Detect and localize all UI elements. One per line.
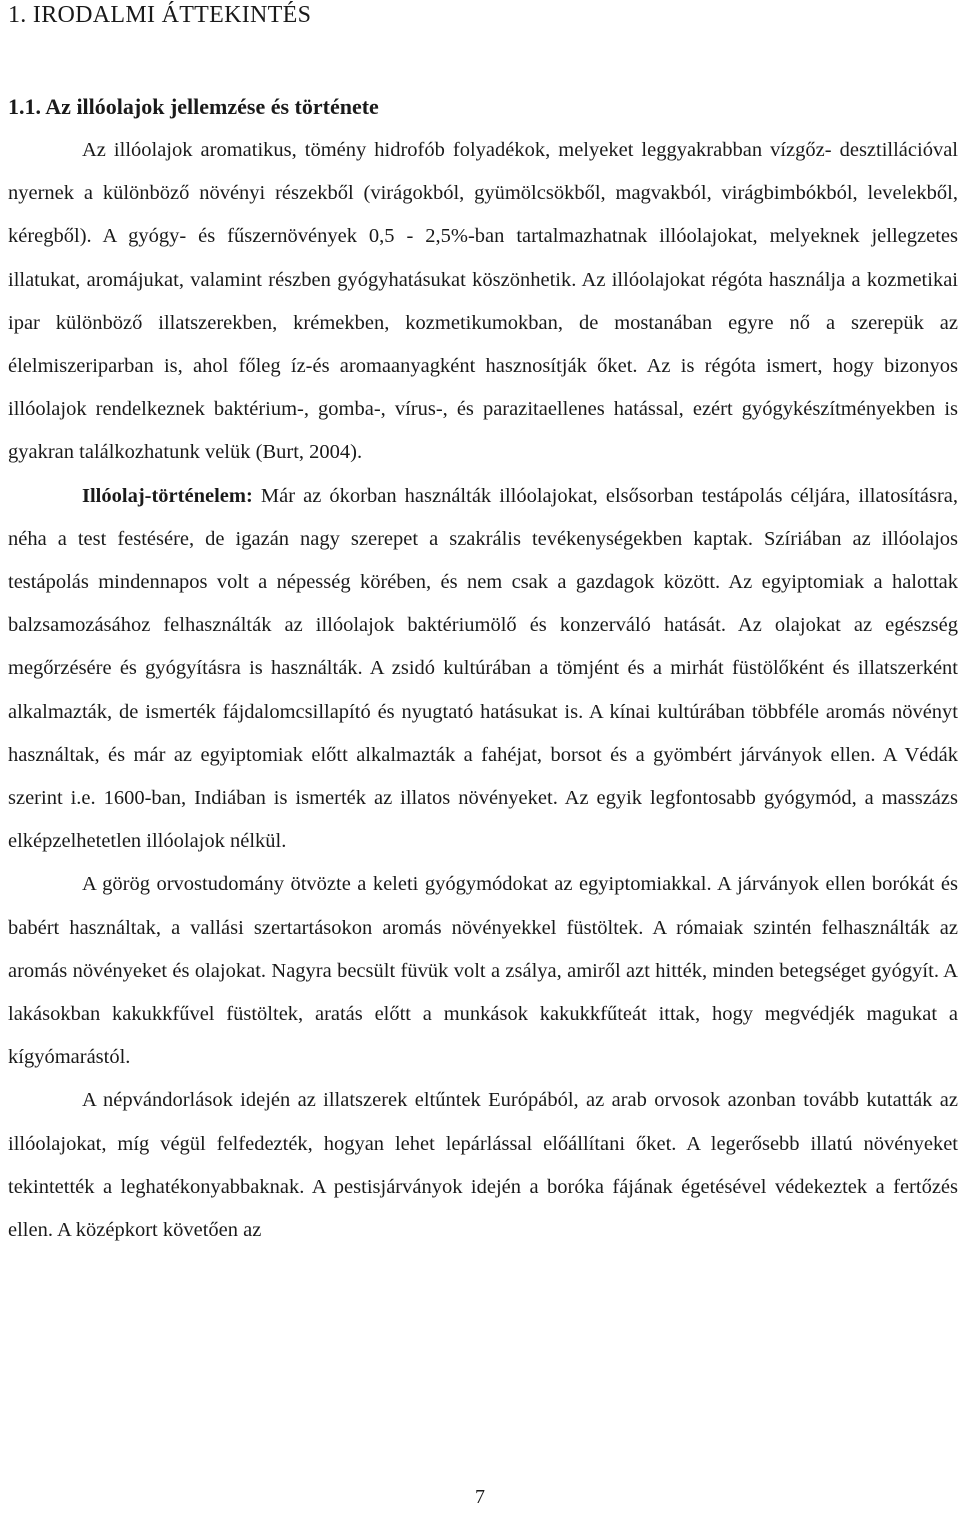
paragraph-text: A görög orvostudomány ötvözte a keleti gyógymódokat az egyiptomiakkal. A járványok ellen borókát és babért használtak, a vallási szertartásokon aromás növényekkel füstöltek. A rómaiak szintén felhasználták az aromás növényeket és olajokat. Nagyra becsült füvük volt a zsálya, amiről azt hitték, minden betegséget gyógyít. A lakásokban kakukkfűvel füstöltek, aratás előtt a munkások kakukkfűteát ittak, hogy megvédjék magukat a kígyómarástól. (8, 873, 958, 1069)
chapter-title: 1. IRODALMI ÁTTEKINTÉS (8, 2, 312, 28)
paragraph-text: Az illóolajok aromatikus, tömény hidrofób folyadékok, melyeket leggyakrabban vízgőz- desztillációval nyernek a különböző növényi részekből (virágokból, gyümölcsökből, magvakból, virágbimbókból, levelekből, kéregből). A gyógy- és fűszernövények 0,5 - 2,5%-ban tartalmazhatnak illóolajokat, melyeknek jellegzetes illatukat, aromájukat, valamint részben gyógyhatásukat köszönhetik. Az illóolajokat régóta használja a kozmetikai ipar különböző illatszerekben, krémekben, kozmetikumokban, de mostanában egyre nő a szerepük az élelmiszeriparban is, ahol főleg íz-és aromaanyagként hasznosítják őket. Az is régóta ismert, hogy bizonyos illóolajok rendelkeznek baktérium-, gomba-, vírus-, és parazitaellenes hatással, ezért gyógykészítményekben is gyakran találkozhatunk velük (Burt, 2004). (8, 139, 958, 464)
paragraph-migration (8, 1079, 958, 1252)
paragraph-lead: Illóolaj-történelem: (82, 484, 253, 507)
paragraph-history (8, 475, 958, 864)
paragraph-text: A népvándorlások idején az illatszerek eltűntek Európából, az arab orvosok azonban tovább kutatták az illóolajokat, míg végül felfedezték, hogyan lehet lepárlással előállítani őket. A legerősebb illatú növényeket tekintették a leghatékonyabbaknak. A pestisjárványok idején a boróka fájának égetésével védekeztek a fertőzés ellen. A középkort követően az (8, 1089, 958, 1242)
paragraph-definition (8, 129, 958, 475)
body-text (8, 129, 958, 1252)
paragraph-greek-roman (8, 863, 958, 1079)
page-number: 7 (475, 1486, 485, 1508)
section-title: 1.1. Az illóolajok jellemzése és története (8, 94, 379, 119)
paragraph-text: Már az ókorban használták illóolajokat, elsősorban testápolás céljára, illatosításra, néha a test festésére, de igazán nagy szerepet a szakrális tevékenységekben kaptak. Szíriában az illóolajos testápolás mindennapos volt a népesség körében, és nem csak a gazdagok között. Az egyiptomiak a halottak balzsamozásához felhasználták az illóolajok baktériumölő és konzerváló hatását. Az olajokat az egészség megőrzésére és gyógyításra is használták. A zsidó kultúrában a tömjént és a mirhát füstölőként és illatszerként alkalmazták, de ismerték fájdalomcsillapító és nyugtató hatásukat is. A kínai kultúrában többféle aromás növényt használtak, és már az egyiptomiak előtt alkalmazták a fahéjat, borsot és a gyömbért járványok ellen. A Védák szerint i.e. 1600-ban, Indiában is ismerték az illatos növényeket. Az egyik legfontosabb gyógymód, a masszázs elképzelhetetlen illóolajok nélkül. (8, 484, 958, 853)
